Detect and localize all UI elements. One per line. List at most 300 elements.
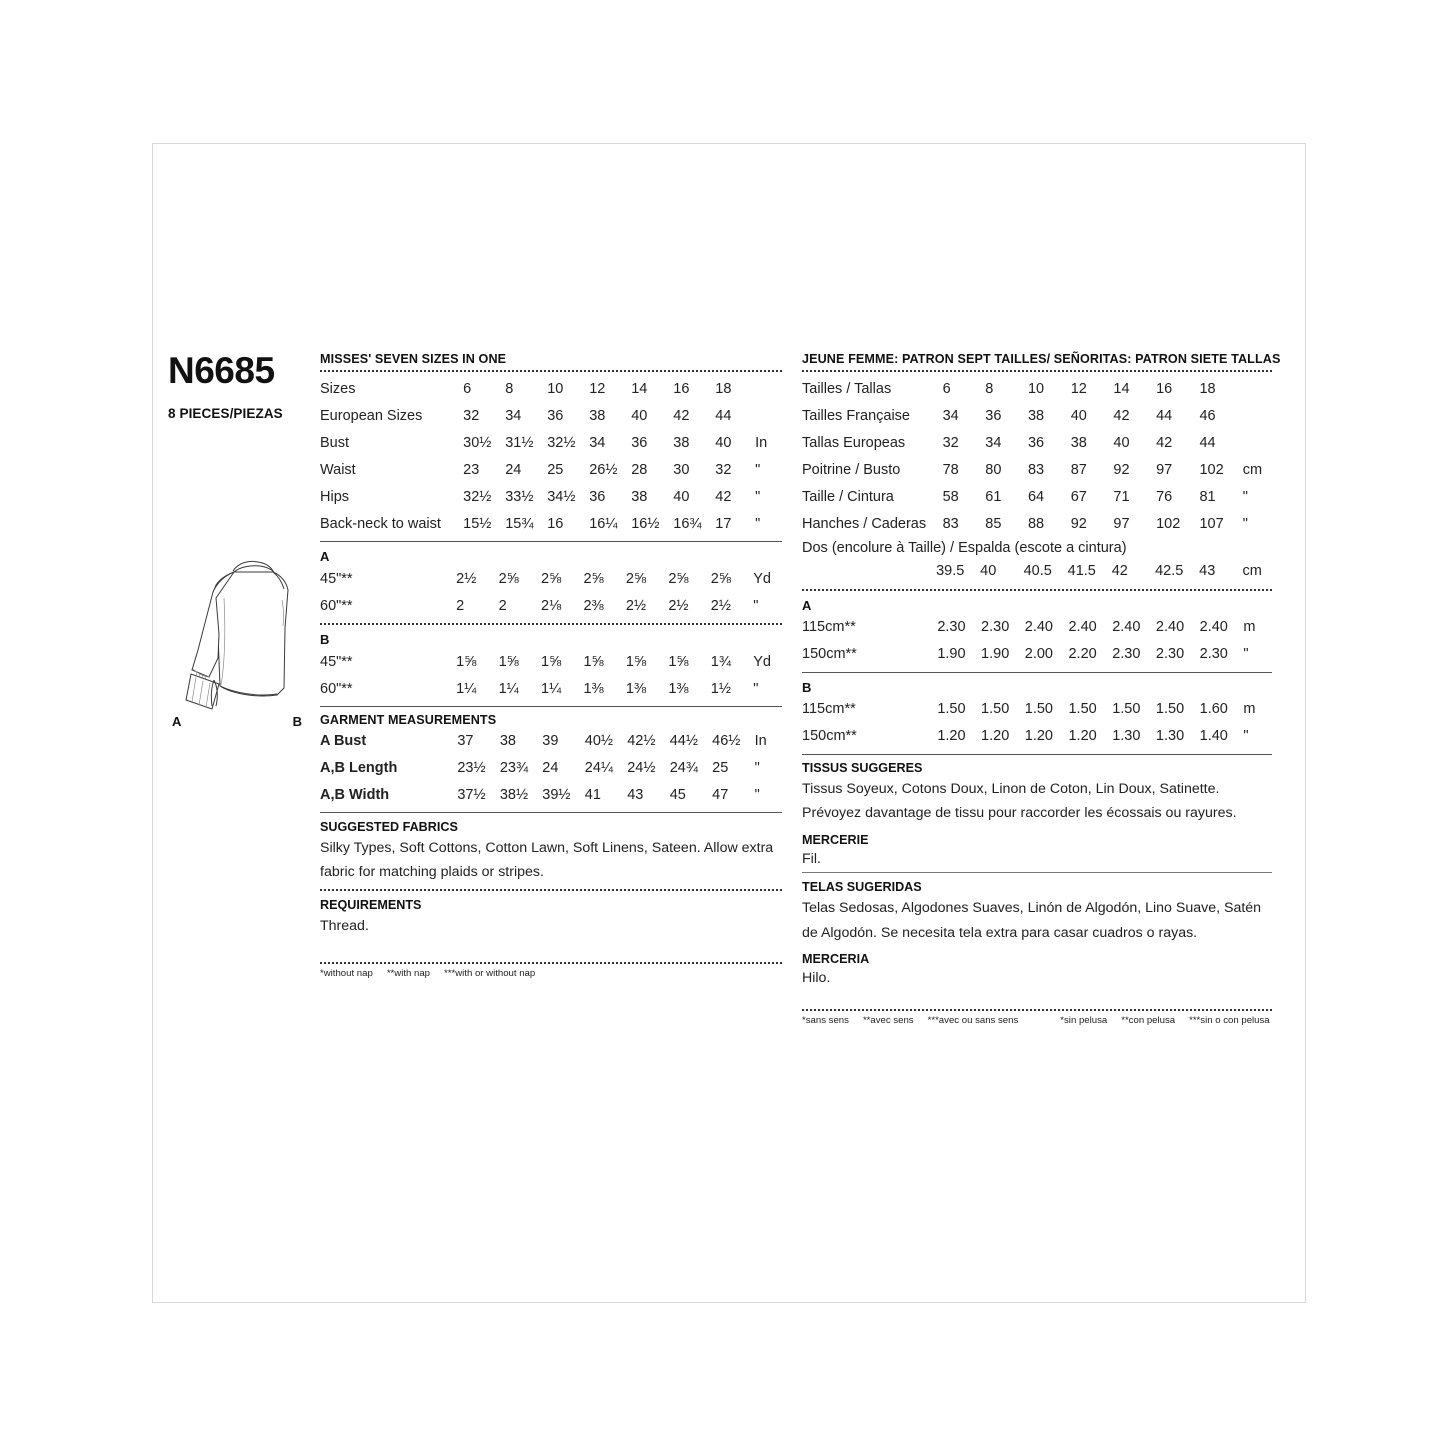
row-value: 2.20: [1068, 646, 1097, 663]
row-value: 102: [1199, 461, 1224, 478]
row-value: 37½: [457, 786, 486, 803]
row-value: 1¾: [710, 653, 731, 670]
row-label: Tailles Française: [802, 407, 910, 424]
row-value: 1⅜: [583, 680, 604, 697]
footnote: **with nap: [386, 968, 431, 980]
row-value: 10: [1027, 380, 1045, 397]
row-value: 2⅝: [625, 570, 647, 587]
row-value: 64: [1027, 488, 1045, 505]
row-unit: Yd: [753, 570, 771, 587]
left-view-a-table: [320, 565, 782, 619]
row-value: 6: [463, 380, 472, 397]
divider: [802, 754, 1272, 755]
row-value: 32: [715, 461, 732, 478]
row-value: 1.30: [1155, 728, 1185, 745]
row-value: 42: [1113, 407, 1130, 424]
row-value: 2.30: [1199, 646, 1228, 663]
row-value: 37: [457, 732, 474, 749]
row-value: 1.50: [981, 701, 1010, 718]
row-value: 16: [1156, 380, 1173, 397]
row-value: 32½: [547, 434, 576, 451]
right-view-b-table: [802, 696, 1272, 750]
right-column: [802, 352, 1281, 1026]
mercerie-title: MERCERIE: [802, 832, 869, 847]
row-value: 43: [1199, 563, 1216, 580]
row-value: 23: [463, 461, 480, 478]
row-value: 2.40: [1199, 619, 1228, 636]
row-value: 16¾: [673, 515, 702, 532]
row-value: 43: [627, 786, 644, 803]
row-value: 16: [547, 515, 564, 532]
right-view-a-table: [802, 614, 1272, 668]
left-view-b-table: [320, 648, 782, 702]
row-value: 32: [463, 407, 480, 424]
row-unit: ": [1242, 515, 1248, 532]
row-value: 8: [985, 380, 994, 397]
row-label: European Sizes: [320, 407, 423, 424]
row-value: 2: [456, 597, 465, 614]
row-unit: ": [754, 759, 760, 776]
row-value: 16: [673, 380, 690, 397]
row-value: 1⅜: [625, 680, 647, 697]
divider: [320, 889, 782, 891]
row-value: 1.50: [1155, 701, 1185, 718]
merceria-text: Hilo.: [802, 970, 831, 987]
row-value: 42: [1156, 434, 1173, 451]
row-value: 42½: [627, 732, 656, 749]
row-value: 34: [505, 407, 522, 424]
row-label: Sizes: [320, 380, 356, 397]
footnote: *sin pelusa: [1060, 1014, 1108, 1026]
table-row: [320, 781, 782, 808]
row-value: 33½: [505, 488, 534, 505]
footnote: *without nap: [320, 968, 373, 980]
row-value: 1⅜: [668, 680, 689, 697]
row-value: 2.00: [1024, 646, 1053, 663]
row-value: 18: [715, 380, 732, 397]
row-value: 1.40: [1199, 728, 1228, 745]
row-value: 41: [584, 786, 601, 803]
row-label: Bust: [320, 434, 350, 451]
table-row: [802, 456, 1272, 483]
row-value: 44: [1199, 434, 1216, 451]
divider: [320, 962, 782, 964]
row-value: 1⅝: [498, 653, 519, 670]
tissus-title: TISSUS SUGGERES: [802, 760, 923, 775]
row-value: 2⅝: [668, 570, 689, 587]
garment-measurements-table: [320, 727, 782, 808]
row-value: 2⅝: [710, 570, 731, 587]
table-row: [802, 723, 1272, 750]
row-label: 45"**: [320, 653, 353, 670]
table-row: [802, 641, 1272, 668]
divider: [320, 541, 782, 542]
table-row: [320, 754, 782, 781]
row-value: 1¼: [498, 680, 519, 697]
footnote: ***sin o con pelusa: [1189, 1014, 1270, 1026]
row-value: 38: [631, 488, 648, 505]
divider: [802, 1009, 1272, 1011]
row-unit: In: [755, 434, 768, 451]
row-label: 150cm**: [802, 646, 857, 663]
row-value: 38: [673, 434, 690, 451]
row-value: 2½: [710, 597, 731, 614]
right-footnotes: [802, 1015, 1272, 1026]
telas-title: TELAS SUGERIDAS: [802, 880, 922, 895]
divider: [320, 623, 782, 625]
left-size-rows: [320, 375, 782, 537]
table-row: [802, 696, 1272, 723]
row-value: 1.60: [1199, 701, 1228, 718]
row-value: 67: [1070, 488, 1087, 505]
row-value: 42: [715, 488, 732, 505]
row-value: 34: [942, 407, 959, 424]
table-row: [320, 592, 782, 619]
row-value: 39.5: [936, 563, 965, 580]
row-label: Waist: [320, 461, 356, 478]
row-value: 25: [712, 759, 729, 776]
row-value: 2.30: [981, 619, 1010, 636]
left-view-b-heading: B: [320, 632, 330, 647]
row-unit: [1243, 375, 1272, 402]
row-value: 1⅝: [583, 653, 604, 670]
row-unit: cm: [1242, 563, 1262, 580]
row-value: 2.30: [1155, 646, 1185, 663]
row-value: 42: [673, 407, 690, 424]
table-row: [802, 483, 1272, 510]
back-waist-label: Dos (encolure à Taille) / Espalda (escote a cintura): [802, 540, 1127, 556]
row-unit: ": [754, 786, 760, 803]
table-row: [320, 510, 782, 537]
row-unit: ": [1243, 646, 1249, 663]
row-value: 34: [985, 434, 1002, 451]
row-value: 1¼: [541, 680, 562, 697]
footnote: *sans sens: [802, 1014, 849, 1026]
row-value: 40: [631, 407, 648, 424]
table-row: [320, 565, 782, 592]
left-size-table: [320, 375, 782, 537]
row-value: 1¼: [456, 680, 477, 697]
table-row: [320, 375, 782, 402]
row-value: 18: [1199, 380, 1216, 397]
row-label: Taille / Cintura: [802, 488, 894, 505]
row-value: 1.50: [1068, 701, 1097, 718]
left-column: [320, 352, 782, 979]
row-value: 78: [942, 461, 959, 478]
table-row: [802, 558, 1272, 585]
right-view-b-heading: B: [802, 679, 812, 695]
garment-measurements-title: GARMENT MEASUREMENTS: [320, 713, 497, 727]
garment-illustration: [172, 538, 312, 738]
row-value: 1.90: [937, 646, 966, 663]
right-back-waist-table: [802, 558, 1272, 585]
row-value: 46: [1199, 407, 1216, 424]
row-value: 2.30: [1112, 646, 1141, 663]
row-value: 97: [1156, 461, 1173, 478]
row-value: 2½: [668, 597, 689, 614]
view-label-b: B: [292, 714, 302, 729]
row-value: 38: [589, 407, 606, 424]
row-value: 1.50: [1112, 701, 1141, 718]
divider: [802, 872, 1272, 873]
row-value: 97: [1113, 515, 1130, 532]
row-value: 2: [498, 597, 507, 614]
row-value: 88: [1027, 515, 1045, 532]
row-value: 1½: [710, 680, 731, 697]
row-value: 1.50: [937, 701, 966, 718]
row-unit: ": [755, 461, 761, 478]
row-value: 16½: [631, 515, 660, 532]
divider: [320, 812, 782, 813]
merceria-title: MERCERIA: [802, 952, 870, 967]
row-value: 39½: [542, 786, 571, 803]
row-value: 1.90: [981, 646, 1010, 663]
row-value: 38: [1070, 434, 1087, 451]
tissus-text: Tissus Soyeux, Cotons Doux, Linon de Coton, Lin Doux, Satinette. Prévoyez davantage de tissu pour raccorder les écossais ou rayures.: [802, 780, 1237, 822]
row-unit: ": [755, 515, 761, 532]
row-value: 28: [631, 461, 648, 478]
row-value: 2⅝: [498, 570, 519, 587]
row-label: [802, 558, 936, 585]
row-value: 1.20: [937, 728, 966, 745]
row-value: 1.20: [1024, 728, 1053, 745]
row-unit: In: [754, 732, 767, 749]
row-value: 6: [942, 380, 951, 397]
row-label: 45"**: [320, 570, 353, 587]
row-value: 44: [715, 407, 732, 424]
table-row: [320, 727, 782, 754]
row-value: 41.5: [1067, 563, 1096, 580]
row-value: 40: [715, 434, 732, 451]
row-unit: ": [1242, 488, 1248, 505]
divider: [320, 370, 782, 372]
row-unit: ": [753, 680, 759, 697]
row-unit: [755, 375, 782, 402]
row-value: 40: [980, 563, 997, 580]
row-label: Hanches / Caderas: [802, 515, 927, 532]
row-value: 61: [985, 488, 1002, 505]
row-label: A Bust: [320, 732, 367, 749]
row-label: A,B Width: [320, 786, 390, 803]
row-value: 2⅛: [541, 597, 562, 614]
row-value: 40.5: [1023, 563, 1052, 580]
row-value: 80: [985, 461, 1002, 478]
row-value: 42: [1111, 563, 1128, 580]
row-value: 38: [1027, 407, 1045, 424]
row-value: 2.40: [1112, 619, 1141, 636]
divider: [802, 370, 1272, 372]
footnote: **con pelusa: [1121, 1014, 1176, 1026]
row-value: 23½: [457, 759, 486, 776]
view-labels: [172, 714, 302, 729]
row-value: 24: [505, 461, 522, 478]
row-value: 38½: [499, 786, 529, 803]
pattern-number: N6685: [168, 350, 275, 391]
row-label: 60"**: [320, 597, 353, 614]
row-value: 30½: [463, 434, 492, 451]
row-value: 87: [1070, 461, 1087, 478]
row-value: 2.40: [1024, 619, 1053, 636]
row-value: 1.50: [1024, 701, 1053, 718]
right-section-title: JEUNE FEMME: PATRON SEPT TAILLES/ SEÑORITAS: PATRON SIETE TALLAS: [802, 352, 1281, 366]
row-value: 102: [1156, 515, 1181, 532]
row-value: 85: [985, 515, 1002, 532]
row-value: 1⅝: [625, 653, 647, 670]
row-value: 12: [589, 380, 606, 397]
left-section-title: MISSES' SEVEN SIZES IN ONE: [320, 352, 507, 366]
row-value: 23¾: [499, 759, 529, 776]
row-value: 2⅝: [583, 570, 604, 587]
right-size-table: [802, 375, 1272, 537]
row-unit: Yd: [753, 653, 771, 670]
row-value: 1⅝: [668, 653, 689, 670]
footnote: ***avec ou sans sens: [927, 1014, 1019, 1026]
row-value: 16¼: [589, 515, 618, 532]
row-value: 36: [631, 434, 648, 451]
row-label: Hips: [320, 488, 350, 505]
row-label: Tailles / Tallas: [802, 380, 892, 397]
footnote: ***with or without nap: [444, 968, 536, 980]
row-unit: ": [755, 488, 761, 505]
row-value: 12: [1070, 380, 1087, 397]
row-value: 45: [669, 786, 686, 803]
row-value: 34½: [547, 488, 576, 505]
row-value: 30: [673, 461, 690, 478]
row-value: 76: [1156, 488, 1173, 505]
row-unit: ": [753, 597, 759, 614]
piece-count: 8 PIECES/PIEZAS: [168, 406, 283, 421]
row-value: 15½: [463, 515, 492, 532]
row-value: 46½: [712, 732, 741, 749]
row-value: 24: [542, 759, 559, 776]
row-value: 83: [942, 515, 959, 532]
row-label: Poitrine / Busto: [802, 461, 901, 478]
divider: [802, 589, 1272, 591]
row-unit: [1243, 429, 1272, 456]
row-value: 1⅝: [456, 653, 477, 670]
row-value: 42.5: [1155, 563, 1184, 580]
row-value: 2⅜: [583, 597, 604, 614]
row-value: 2.40: [1155, 619, 1185, 636]
row-value: 14: [631, 380, 648, 397]
row-unit: [1243, 402, 1272, 429]
table-row: [320, 429, 782, 456]
row-value: 36: [589, 488, 606, 505]
requirements-title: REQUIREMENTS: [320, 897, 422, 912]
row-label: 115cm**: [802, 701, 856, 718]
row-value: 32½: [463, 488, 492, 505]
suggested-fabrics-text: Silky Types, Soft Cottons, Cotton Lawn, Soft Linens, Sateen. Allow extra fabric for matching plaids or stripes.: [320, 840, 774, 881]
mercerie-text: Fil.: [802, 850, 821, 867]
row-value: 8: [505, 380, 514, 397]
row-value: 40½: [584, 732, 613, 749]
row-value: 2½: [625, 597, 647, 614]
row-value: 47: [712, 786, 729, 803]
view-label-a: A: [172, 714, 182, 729]
row-value: 1⅝: [541, 653, 562, 670]
row-value: 92: [1113, 461, 1130, 478]
table-row: [320, 483, 782, 510]
row-value: 40: [1070, 407, 1087, 424]
row-value: 34: [589, 434, 606, 451]
divider: [802, 672, 1272, 673]
row-unit: ": [1243, 728, 1249, 745]
row-unit: m: [1243, 619, 1256, 636]
table-row: [320, 456, 782, 483]
row-value: 17: [715, 515, 732, 532]
table-row: [802, 375, 1272, 402]
telas-text: Telas Sedosas, Algodones Suaves, Linón de Algodón, Lino Suave, Satén de Algodón. Se necesita tela extra para casar cuadros o rayas.: [802, 900, 1262, 941]
table-row: [320, 648, 782, 675]
table-row: [320, 402, 782, 429]
table-row: [802, 510, 1272, 537]
row-value: 36: [1027, 434, 1045, 451]
row-value: 1.20: [981, 728, 1010, 745]
row-label: 150cm**: [802, 728, 857, 745]
row-unit: m: [1243, 701, 1256, 718]
requirements-text: Thread.: [320, 917, 369, 934]
row-value: 2.30: [937, 619, 966, 636]
row-value: 24¼: [584, 759, 613, 776]
row-value: 44: [1156, 407, 1173, 424]
row-value: 36: [985, 407, 1002, 424]
row-value: 10: [547, 380, 564, 397]
table-row: [802, 429, 1272, 456]
row-label: Tallas Europeas: [802, 434, 906, 451]
row-label: Back-neck to waist: [320, 515, 441, 532]
row-value: 31½: [505, 434, 534, 451]
row-value: 25: [547, 461, 564, 478]
divider: [320, 706, 782, 707]
row-value: 40: [673, 488, 690, 505]
suggested-fabrics-title: SUGGESTED FABRICS: [320, 820, 458, 834]
row-unit: [755, 402, 782, 429]
row-value: 71: [1113, 488, 1130, 505]
row-value: 1.20: [1068, 728, 1097, 745]
table-row: [802, 402, 1272, 429]
footnote: **avec sens: [862, 1014, 914, 1026]
row-value: 44½: [669, 732, 698, 749]
pattern-identity: [168, 352, 318, 421]
row-value: 38: [499, 732, 516, 749]
left-view-a-heading: A: [320, 549, 330, 564]
right-view-a-heading: A: [802, 597, 812, 613]
row-label: A,B Length: [320, 759, 398, 776]
row-value: 2⅝: [541, 570, 562, 587]
row-value: 40: [1113, 434, 1130, 451]
row-value: 81: [1199, 488, 1216, 505]
row-value: 2½: [456, 570, 477, 587]
row-value: 24¾: [669, 759, 698, 776]
row-value: 32: [942, 434, 959, 451]
row-value: 15¾: [505, 515, 534, 532]
row-value: 36: [547, 407, 564, 424]
row-value: 92: [1070, 515, 1087, 532]
row-value: 1.30: [1112, 728, 1141, 745]
table-row: [320, 675, 782, 702]
table-row: [802, 614, 1272, 641]
left-footnotes: [320, 968, 782, 979]
row-value: 14: [1113, 380, 1130, 397]
row-label: 115cm**: [802, 619, 856, 636]
row-value: 39: [542, 732, 559, 749]
row-value: 2.40: [1068, 619, 1097, 636]
row-value: 83: [1027, 461, 1045, 478]
row-unit: cm: [1242, 461, 1263, 478]
row-value: 58: [942, 488, 959, 505]
row-value: 107: [1199, 515, 1224, 532]
row-value: 26½: [589, 461, 618, 478]
